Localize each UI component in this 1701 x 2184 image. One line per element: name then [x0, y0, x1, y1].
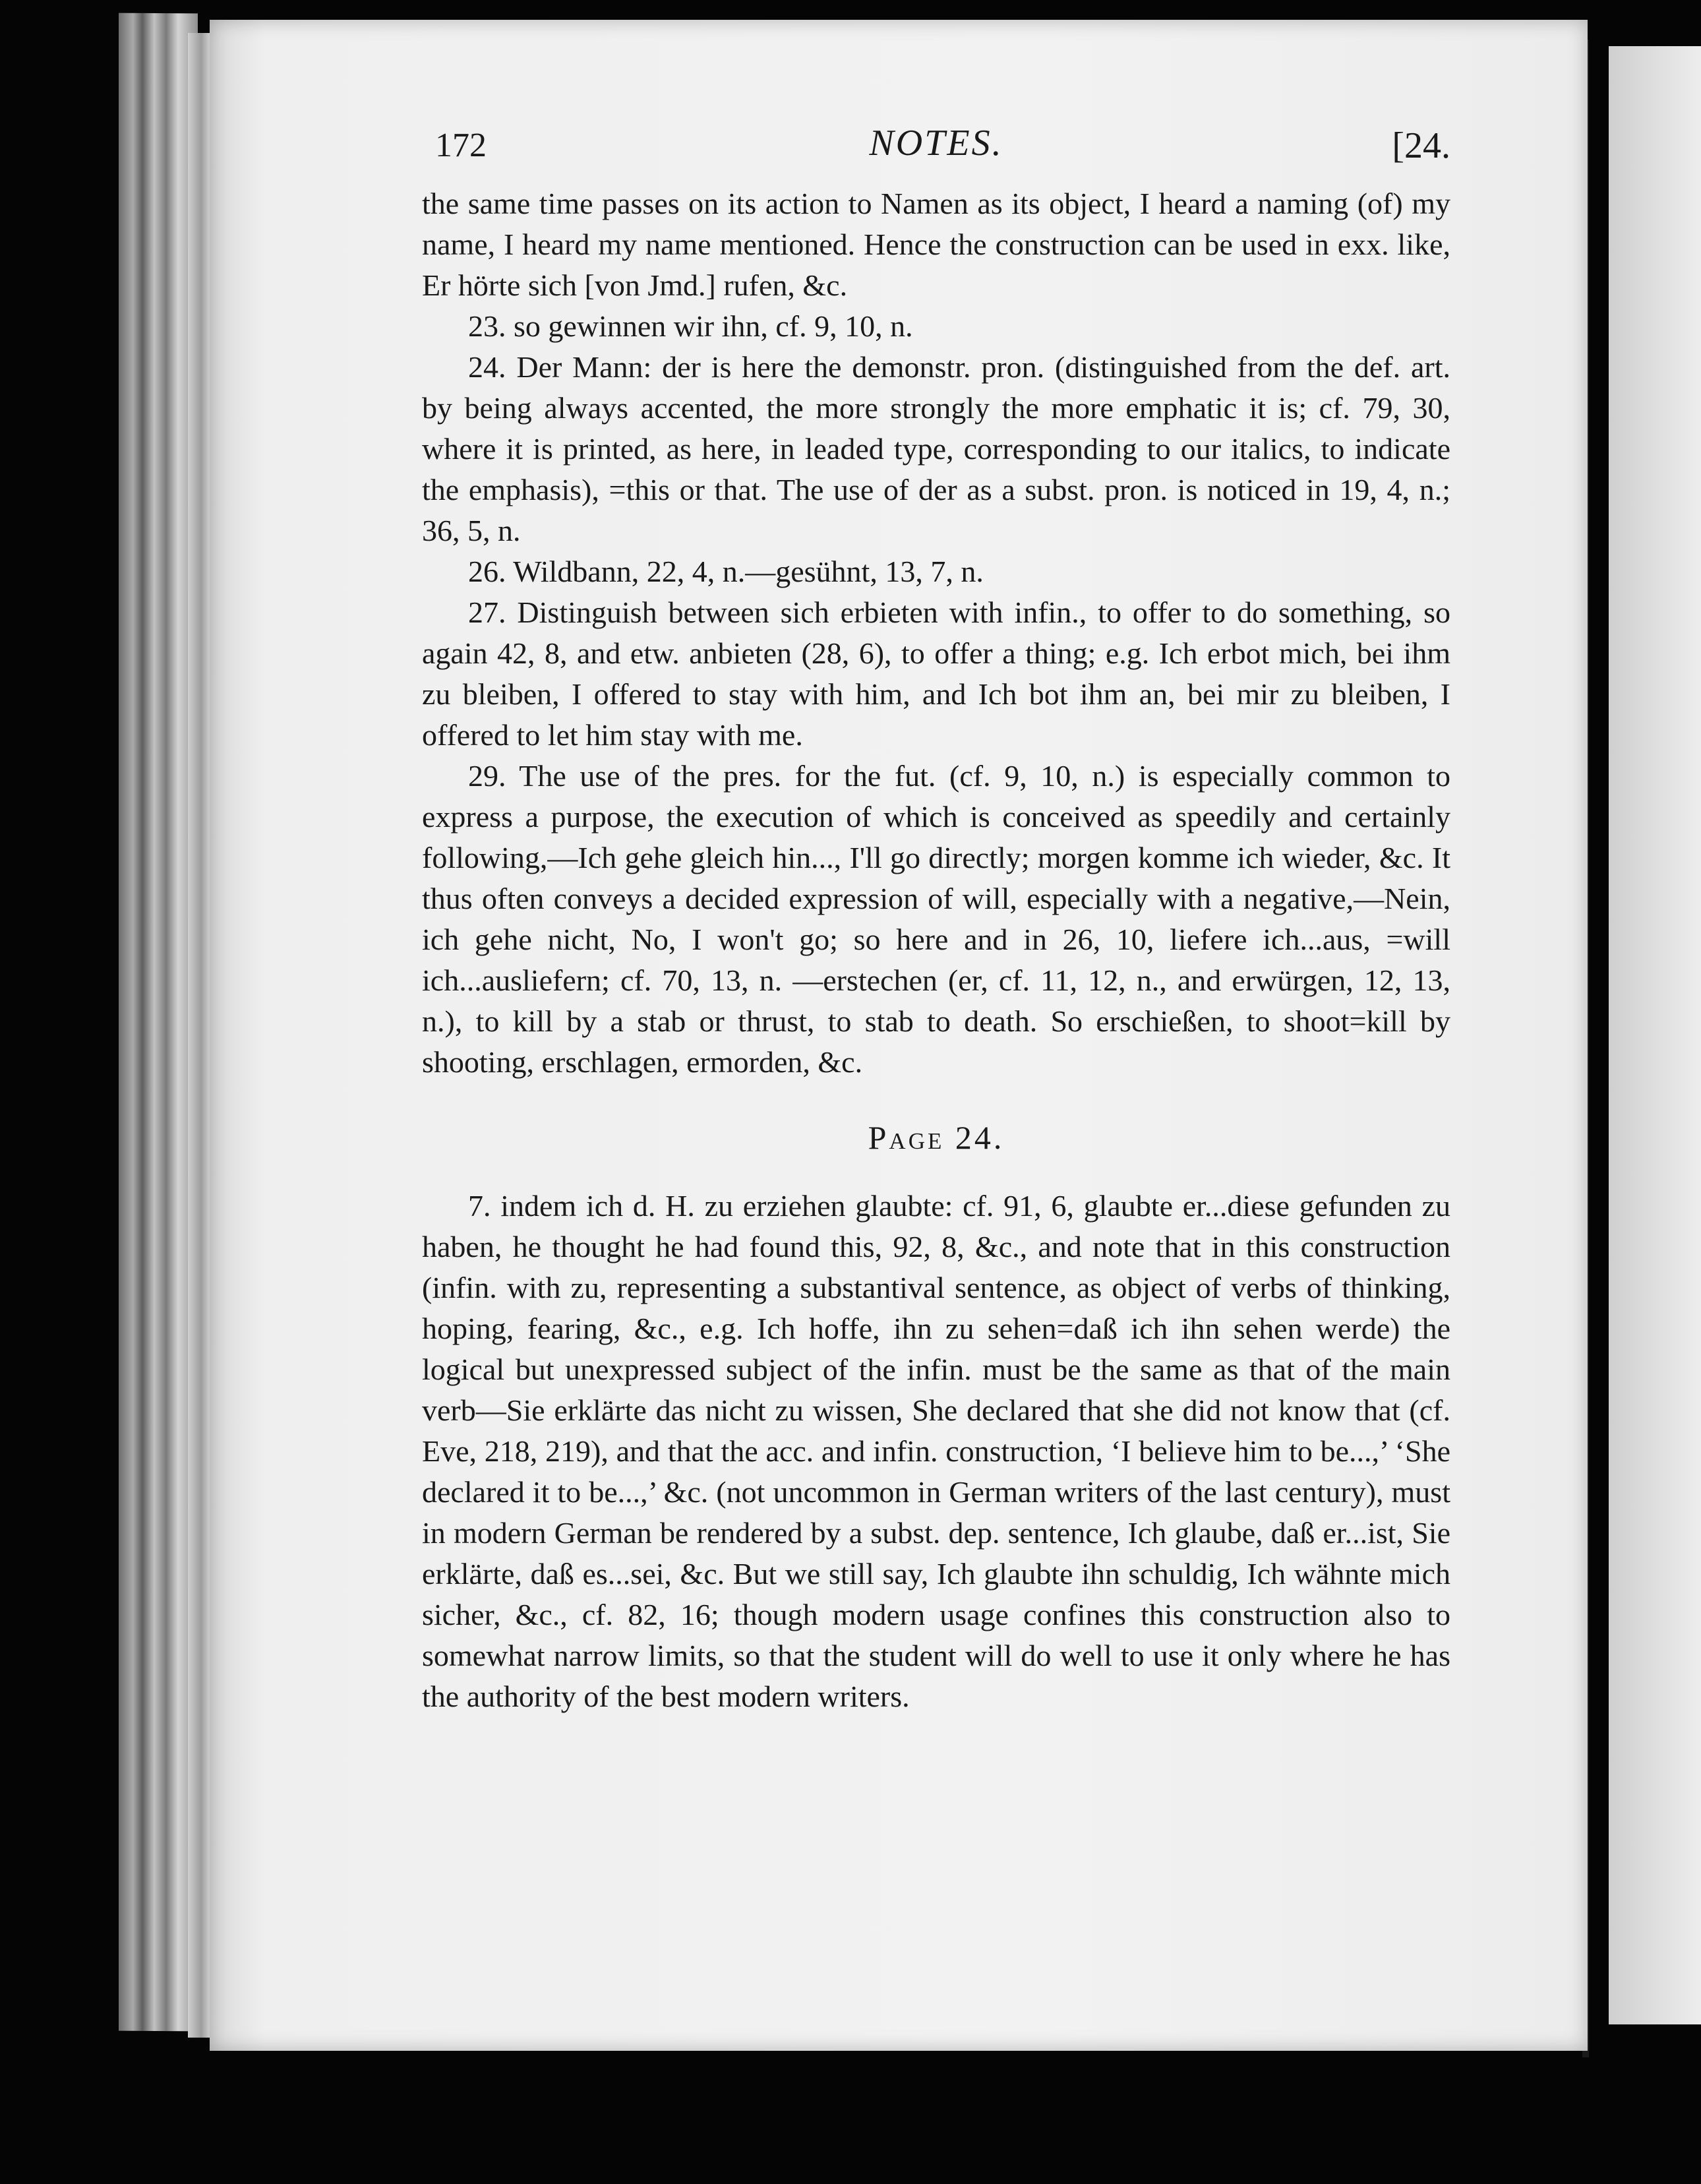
running-header	[422, 125, 1450, 178]
paragraph: 7. indem ich d. H. zu erziehen glaubte: cf. 91, 6, glaubte er...diese gefunden zu haben, he thought he had found this, 92, 8, &c., and note that in this construction (infin. with zu, representing a substantival sentence, as object of verbs of thinking, hoping, fearing, &c., e.g. Ich hoffe, ihn zu sehen=daß ich ihn sehen werde) the logical but unexpressed subject of the infin. must be the same as that of the main verb—Sie erklärte das nicht zu wissen, She declared that she did not know that (cf. Eve, 218, 219), and that the acc. and infin. construction, ‘I believe him to be...,’ ‘She declared it to be...,’ &c. (not uncommon in German writers of the last century), must in modern German be rendered by a subst. dep. sentence, Ich glaube, daß er...ist, Sie erklärte, daß es...sei, &c. But we still say, Ich glaubte ihn schuldig, Ich wähnte mich sicher, &c., cf. 82, 16; though modern usage confines this construction also to somewhat narrow limits, so that the student will do well to use it only where he has the authority of the best modern writers.	[422, 1189, 1450, 1713]
section-title: Page 24.	[868, 1119, 1005, 1156]
paragraph: 24. Der Mann: der is here the demonstr. pron. (distinguished from the def. art. by being always accented, the more strongly the more emphatic it is; cf. 79, 30, where it is printed, as here, in leaded type, corresponding to our italics, to indicate the emphasis), =this or that. The use of der as a subst. pron. is noticed in 19, 4, n.; 36, 5, n.	[422, 350, 1450, 547]
paragraph: 29. The use of the pres. for the fut. (cf. 9, 10, n.) is especially common to express a purpose, the execution of which is conceived as speedily and certainly following,—Ich gehe gleich hin..., I'll go directly; morgen komme ich wieder, &c. It thus often conveys a decided expression of will, especially with a negative,—Nein, ich gehe nicht, No, I won't go; so here and in 26, 10, liefere ich...aus, =will ich...ausliefern; cf. 70, 13, n. —erstechen (er, cf. 11, 12, n., and erwürgen, 12, 13, n.), to kill by a stab or thrust, to stab to death. So erschießen, to shoot=kill by shooting, erschlagen, ermorden, &c.	[422, 759, 1450, 1079]
section-marker: [24.	[1392, 125, 1450, 166]
book-edge	[119, 13, 198, 2032]
paragraph: 26. Wildbann, 22, 4, n.—gesühnt, 13, 7, n.	[468, 555, 984, 588]
page-body	[422, 125, 1450, 1717]
paragraph: 27. Distinguish between sich erbieten with infin., to offer to do something, so again 42, 8, and etw. anbieten (28, 6), to offer a thing; e.g. Ich erbot mich, bei ihm zu bleiben, I offered to stay with him, and Ich bot ihm an, bei mir zu bleiben, I offered to let him stay with me.	[422, 595, 1450, 752]
page-number: 172	[435, 127, 487, 164]
paragraph: 23. so gewinnen wir ihn, cf. 9, 10, n.	[468, 309, 913, 343]
paragraph: the same time passes on its action to Namen as its object, I heard a naming (of) my name, I heard my name mentioned. Hence the construction can be used in exx. like, Er hörte sich [von Jmd.] rufen, &c.	[422, 187, 1450, 302]
facing-page-edge	[1609, 46, 1701, 2024]
running-title: NOTES.	[869, 123, 1003, 164]
